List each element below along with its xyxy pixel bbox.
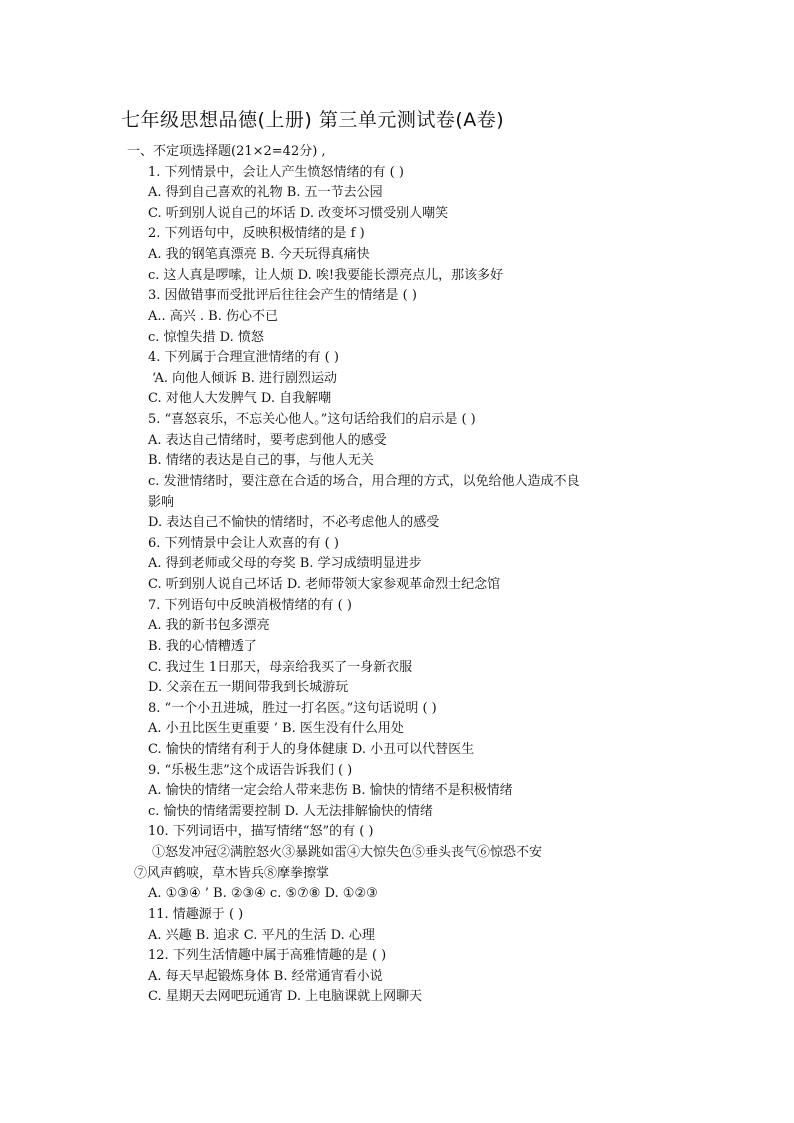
answer-option-line: A. 得到自己喜欢的礼物 B. 五一节去公园 xyxy=(148,185,383,201)
answer-option-line: C. 愉快的情绪有利于人的身体健康 D. 小丑可以代替医生 xyxy=(148,741,475,757)
answer-option-line: A. 兴趣 B. 追求 C. 平凡的生活 D. 心理 xyxy=(148,927,375,943)
answer-option-line: ‘A. 向他人倾诉 B. 进行剧烈运动 xyxy=(152,370,338,386)
answer-option-line: c. 这人真是啰嗦，让人烦 D. 唉!我要能长漂亮点儿，那该多好 xyxy=(148,267,504,283)
answer-option-line: A. 愉快的情绪一定会给人带来悲伤 B. 愉快的情绪不是积极情绪 xyxy=(148,783,513,799)
answer-option-line: ⑦风声鹤唳，草木皆兵⑧摩拳擦掌 xyxy=(134,865,330,881)
answer-option-line: C. 听到别人说自己的坏话 D. 改变坏习惯受别人嘲笑 xyxy=(148,205,449,221)
question-stem: 4. 下列属于合理宣泄情绪的有 ( ) xyxy=(148,350,339,366)
answer-option-line: D. 父亲在五一期间带我到长城游玩 xyxy=(148,680,349,696)
page-title: 七年级思想品德(上册) 第三单元测试卷(A卷) xyxy=(121,109,505,131)
question-stem: 12. 下列生活情趣中属于高雅情趣的是 ( ) xyxy=(148,948,387,964)
question-stem: 3. 因做错事而受批评后往往会产生的情绪是 ( ) xyxy=(148,288,417,304)
answer-option-line: A. 表达自己情绪时，要考虑到他人的感受 xyxy=(148,432,387,448)
answer-option-line: C. 星期天去网吧玩通宵 D. 上电脑课就上网聊天 xyxy=(148,989,423,1005)
answer-option-line: A. 我的新书包多漂亮 xyxy=(148,618,270,634)
question-stem: 11. 情趣源于 ( ) xyxy=(148,906,244,922)
question-stem: 10. 下列词语中，描写情绪“怒”的有 ( ) xyxy=(148,824,374,840)
answer-option-line: C. 对他人大发脾气 D. 自我解嘲 xyxy=(148,391,332,407)
answer-option-line: A. 每天早起锻炼身体 B. 经常通宵看小说 xyxy=(148,968,383,984)
question-stem: 9. “乐极生悲”这个成语告诉我们 ( ) xyxy=(148,762,353,778)
answer-option-line: A. 得到老师或父母的夸奖 B. 学习成绩明显进步 xyxy=(148,556,422,572)
question-stem: 2. 下列语句中，反映积极情绪的是 f ) xyxy=(148,226,365,242)
question-stem: 7. 下列语句中反映消极情绪的有 ( ) xyxy=(148,597,352,613)
question-stem: 1. 下列情景中，会让人产生愤怒情绪的有 ( ) xyxy=(148,164,404,180)
answer-option-line: B. 情绪的表达是自己的事，与他人无关 xyxy=(148,453,374,469)
question-stem: 6. 下列情景中会让人欢喜的有 ( ) xyxy=(148,535,339,551)
answer-option-line: c. 惊惶失措 D. 愤怒 xyxy=(148,329,264,345)
answer-option-line: C. 我过生 1日那天，母亲给我买了一身新衣服 xyxy=(148,659,413,675)
answer-option-line: c. 愉快的情绪需要控制 D. 人无法排解愉快的情绪 xyxy=(148,803,433,819)
answer-option-line: C. 听到别人说自己坏话 D. 老师带领大家参观革命烈士纪念馆 xyxy=(148,577,501,593)
answer-option-line: 影响 xyxy=(148,494,175,510)
answer-option-line: ①怒发冲冠②满腔怒火③暴跳如雷④大惊失色⑤垂头丧气⑥惊恐不安 xyxy=(152,845,543,861)
question-stem: 8. “一个小丑进城，胜过一打名医。”这句话说明 ( ) xyxy=(148,700,437,716)
answer-option-line: B. 我的心情糟透了 xyxy=(148,638,257,654)
answer-option-line: A.. 高兴 . B. 伤心不已 xyxy=(148,308,279,324)
answer-option-line: D. 表达自己不愉快的情绪时，不必考虑他人的感受 xyxy=(148,515,440,531)
answer-option-line: A. ①③④ ’ B. ②③④ c. ⑤⑦⑧ D. ①②③ xyxy=(148,886,378,902)
answer-option-line: c. 发泄情绪时，要注意在合适的场合，用合理的方式，以免给他人造成不良 xyxy=(148,473,580,489)
question-stem: 5. “喜怒哀乐，不忘关心他人。”这句话给我们的启示是 ( ) xyxy=(148,412,476,428)
answer-option-line: A. 小丑比医生更重要 ’ B. 医生没有什么用处 xyxy=(148,721,404,737)
answer-option-line: A. 我的钢笔真漂亮 B. 今天玩得真痛快 xyxy=(148,247,370,263)
section-heading: 一、不定项选择题(21×2=42分) , xyxy=(127,144,326,159)
